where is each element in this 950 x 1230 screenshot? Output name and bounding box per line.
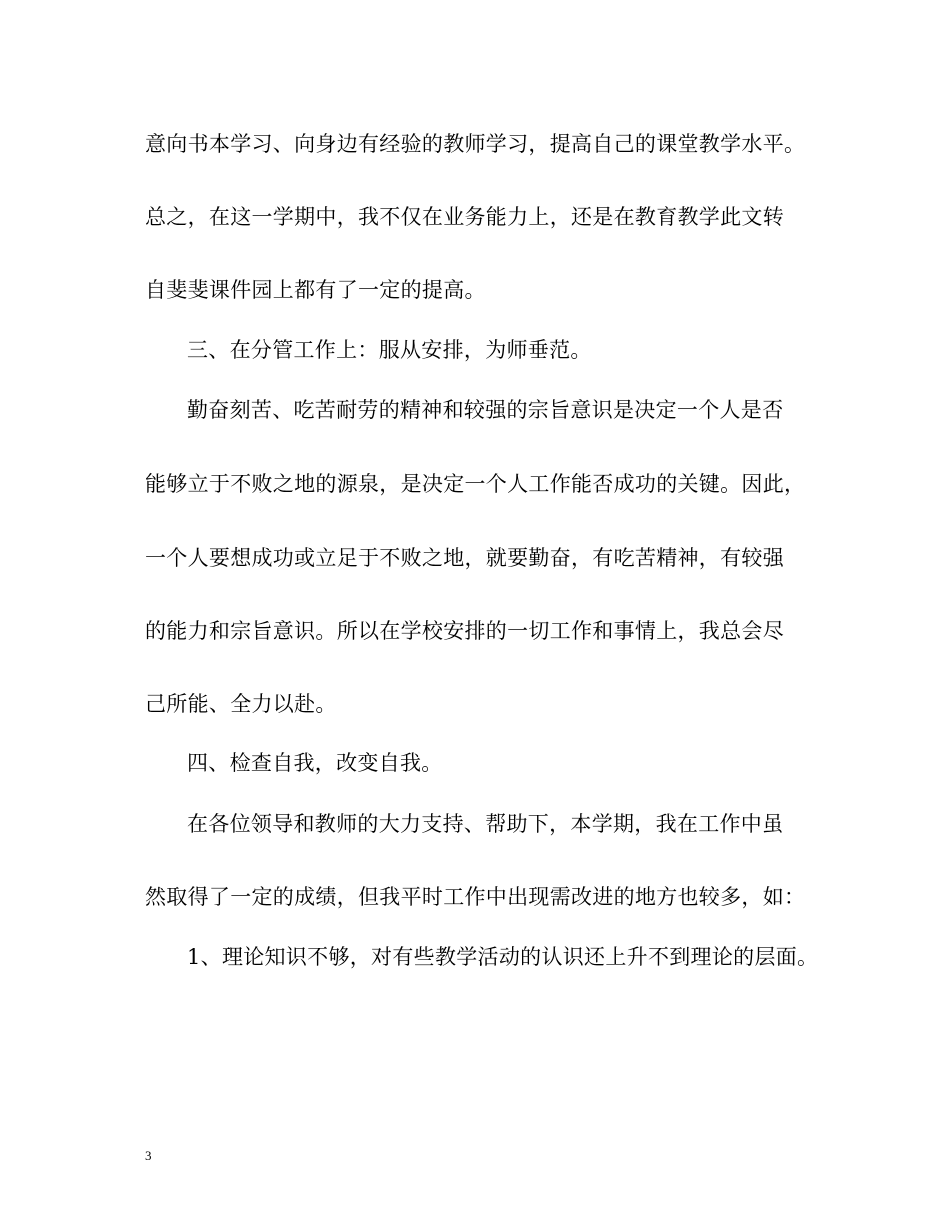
text-line: 的能力和宗旨意识。所以在学校安排的一切工作和事情上，我总会尽 — [145, 619, 784, 643]
section-heading: 四、检查自我，改变自我。 — [187, 751, 443, 775]
text-line: 然取得了一定的成绩，但我平时工作中出现需改进的地方也较多，如： — [145, 885, 806, 909]
text-line: 自斐斐课件园上都有了一定的提高。 — [145, 278, 486, 302]
text-line: 一个人要想成功或立足于不败之地，就要勤奋，有吃苦精神，有较强 — [145, 546, 784, 570]
text-line: 勤奋刻苦、吃苦耐劳的精神和较强的宗旨意识是决定一个人是否 — [187, 398, 784, 422]
text-line: 能够立于不败之地的源泉，是决定一个人工作能否成功的关键。因此， — [145, 472, 806, 496]
page-number: 3 — [145, 1148, 152, 1163]
text-line: 总之，在这一学期中，我不仅在业务能力上，还是在教育教学此文转 — [145, 205, 784, 229]
section-heading: 三、在分管工作上：服从安排，为师垂范。 — [187, 338, 592, 362]
text-line: 意向书本学习、向身边有经验的教师学习，提高自己的课堂教学水平。 — [145, 132, 806, 156]
text-line: 在各位领导和教师的大力支持、帮助下，本学期，我在工作中虽 — [187, 812, 784, 836]
text-line: 己所能、全力以赴。 — [145, 692, 337, 716]
list-item: 1、理论知识不够，对有些教学活动的认识还上升不到理论的层面。 — [187, 945, 819, 969]
